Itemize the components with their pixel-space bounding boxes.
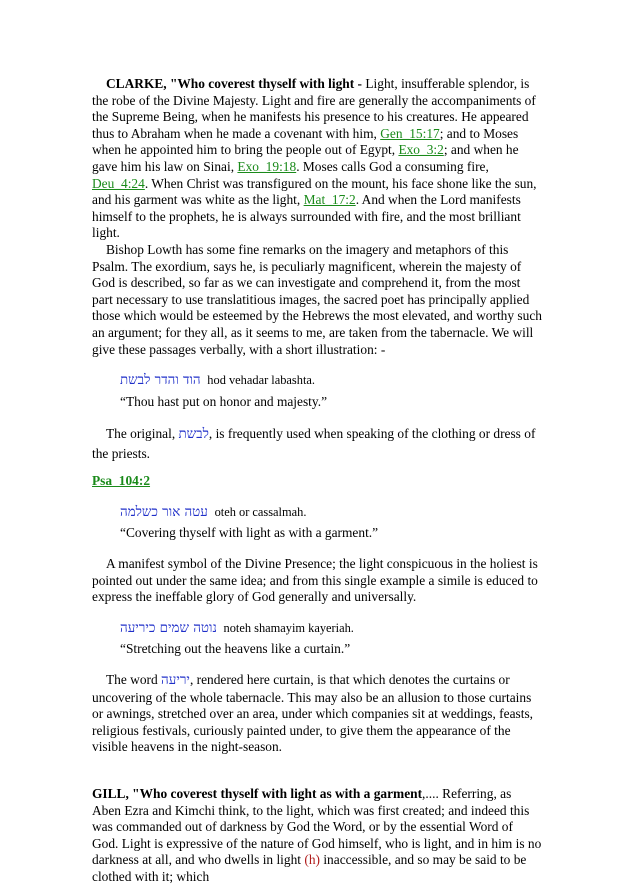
ref-deu-4-24[interactable]: Deu_4:24 (92, 175, 145, 191)
clarke-lead: CLARKE, "Who coverest thyself with light - (106, 76, 366, 91)
quote-3 (120, 620, 542, 658)
quote-english: “Stretching out the heavens like a curtain.” (120, 641, 351, 657)
ref-exo-3-2[interactable]: Exo_3:2 (398, 142, 444, 158)
ref-exo-19-18[interactable]: Exo_19:18 (237, 158, 297, 174)
quote-english: “Covering thyself with light as with a garment.” (120, 525, 379, 541)
symbol-paragraph: A manifest symbol of the Divine Presence; the light conspicuous in the holiest is pointed out under the same idea; and from this single example a simile is educed to express the ineffable glory of God generally and universally. (92, 556, 538, 605)
quote-english: “Thou hast put on honor and majesty.” (120, 393, 328, 409)
transliteration: hod vehadar labashta. (207, 373, 315, 388)
hebrew-text: הוד והדר לבשת (120, 373, 201, 389)
original-paragraph: The original, לבשת, is frequently used when speaking of the clothing or dress of the priests. (92, 426, 536, 462)
gill-paragraph: GILL, "Who coverest thyself with light as with a garment,.... Referring, as Aben Ezra and Kimchi think, to the light, which was first created; and indeed this was commanded out of darkness by God the Word, or by the essential Word of God. Light is expressive of the nature of God himself, who is light, and in him is no darkness at all, and who dwells in light (h) inaccessible, and so may be said to be clothed with it; which (92, 786, 542, 884)
lowth-paragraph: Bishop Lowth has some fine remarks on the imagery and metaphors of this Psalm. The exordium, says he, is peculiarly magnificent, wherein the majesty of God is described, so far as we can investigate and comprehend it, from the most part necessary to use translatitious images, the sacred poet has principally applied those which would be esteemed by the Hebrews the most elevated, and worthy such an argument; for they all, as it seems to me, are taken from the tabernacle. We will give these passages verbally, with a short illustration: - (92, 241, 542, 357)
quote-2 (120, 504, 542, 542)
quote-1 (120, 372, 542, 410)
ref-gen-15-17[interactable]: Gen_15:17 (380, 125, 440, 141)
word-paragraph: The word יריעה, rendered here curtain, is that which denotes the curtains or uncovering of the whole tabernacle. This may also be an allusion to those curtains or awnings, stretched over an area, under which companies sit at weddings, feasts, religious festivals, curiously painted under, to give them the appearance of the visible heavens in the night-season. (92, 672, 534, 755)
hebrew-text: עטה אור כשלמה (120, 504, 208, 520)
footnote-marker[interactable]: (h) (304, 852, 320, 868)
ref-mat-17-2[interactable]: Mat_17:2 (303, 192, 356, 208)
transliteration: noteh shamayim kayeriah. (223, 620, 354, 635)
clarke-paragraph: CLARKE, "Who coverest thyself with light - Light, insufferable splendor, is the robe of the Divine Majesty. Light and fire are generally the accompaniments of the Supreme Being, when he manifests his presence to his creatures. He appeared thus to Abraham when he made a covenant with him, Gen_15:17; and to Moses when he appointed him to bring the people out of Egypt, Exo_3:2; and when he gave him his law on Sinai, Exo_19:18. Moses calls God a consuming fire, Deu_4:24. When Christ was transfigured on the mount, his face shone like the sun, and his garment was white as the light, Mat_17:2. And when the Lord manifests himself to the prophets, he is always surrounded with fire, and the most brilliant light. (92, 76, 537, 241)
hebrew-word: יריעה (161, 673, 190, 689)
hebrew-text: נוטה שמים כיריעה (120, 620, 217, 636)
gill-lead: GILL, "Who coverest thyself with light as with a garment (92, 786, 423, 801)
transliteration: oteh or cassalmah. (214, 504, 307, 519)
ref-psa-104-2[interactable]: Psa_104:2 (92, 473, 151, 489)
hebrew-word: לבשת (178, 427, 209, 443)
